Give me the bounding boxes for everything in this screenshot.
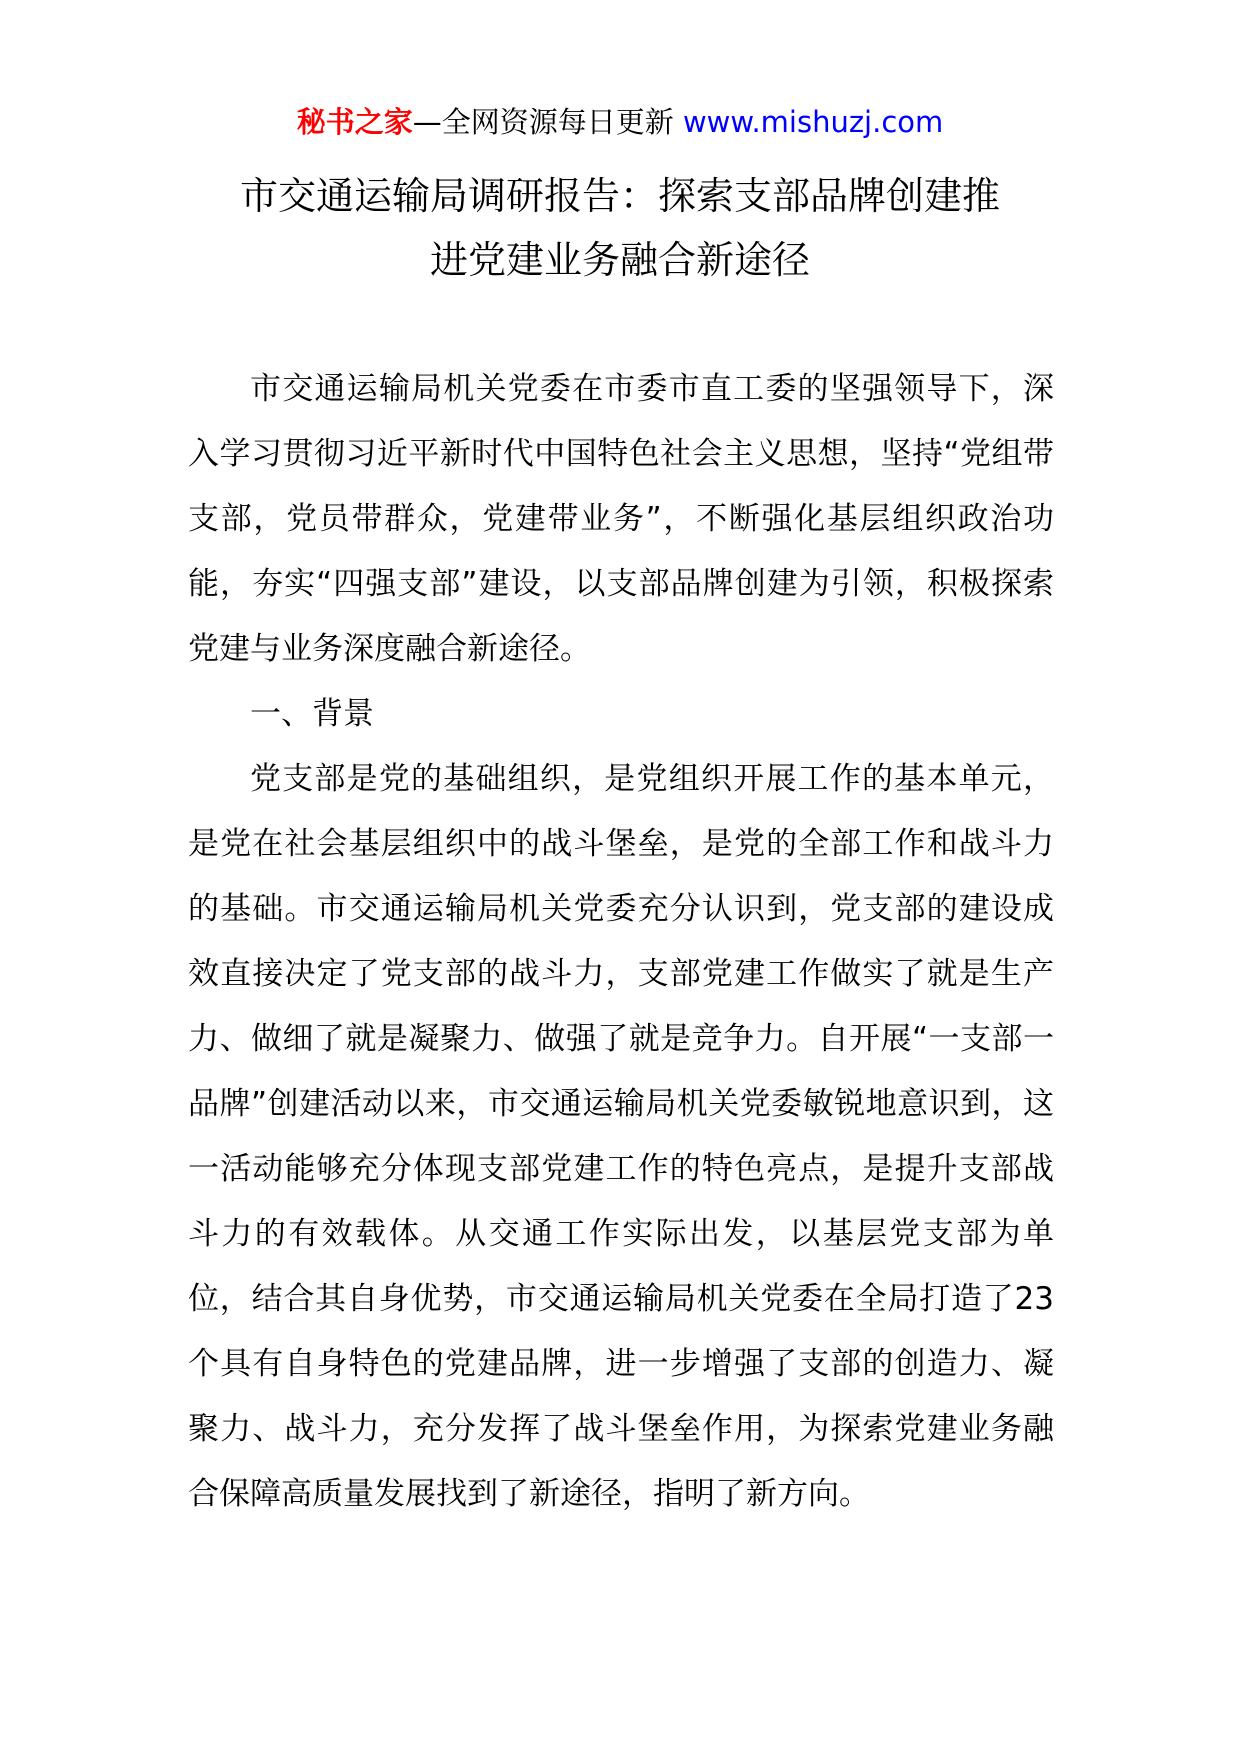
site-header <box>0 102 1240 142</box>
title-line-2: 进党建业务融合新途径 <box>429 238 810 282</box>
document-title <box>160 164 1080 292</box>
site-brand: 秘书之家 <box>296 105 413 139</box>
section-heading-background: 一、背景 <box>250 696 374 732</box>
site-url-link[interactable]: www.mishuzj.com <box>682 105 944 139</box>
background-paragraph: 党支部是党的基础组织，是党组织开展工作的基本单元，是党在社会基层组织中的战斗堡垒，是党的全部工作和战斗力的基础。市交通运输局机关党委充分认识到，党支部的建设成效直接决定了党支部的战斗力，支部党建工作做实了就是生产力、做细了就是凝聚力、做强了就是竞争力。自开展“一支部一品牌”创建活动以来，市交通运输局机关党委敏锐地意识到，这一活动能够充分体现支部党建工作的特色亮点，是提升支部战斗力的有效载体。从交通工作实际出发，以基层党支部为单位，结合其自身优势，市交通运输局机关党委在全局打造了23个具有自身特色的党建品牌，进一步增强了支部的创造力、凝聚力、战斗力，充分发挥了战斗堡垒作用，为探索党建业务融合保障高质量发展找到了新途径，指明了新方向。 <box>188 761 1054 1512</box>
site-tagline: —全网资源每日更新 <box>412 105 683 139</box>
document-body <box>188 357 1054 1527</box>
title-line-1: 市交通运输局调研报告：探索支部品牌创建推 <box>239 174 1000 218</box>
intro-paragraph: 市交通运输局机关党委在市委市直工委的坚强领导下，深入学习贯彻习近平新时代中国特色社会主义思想，坚持“党组带支部，党员带群众，党建带业务”，不断强化基层组织政治功能，夯实“四强支部”建设，以支部品牌创建为引领，积极探索党建与业务深度融合新途径。 <box>188 371 1054 667</box>
